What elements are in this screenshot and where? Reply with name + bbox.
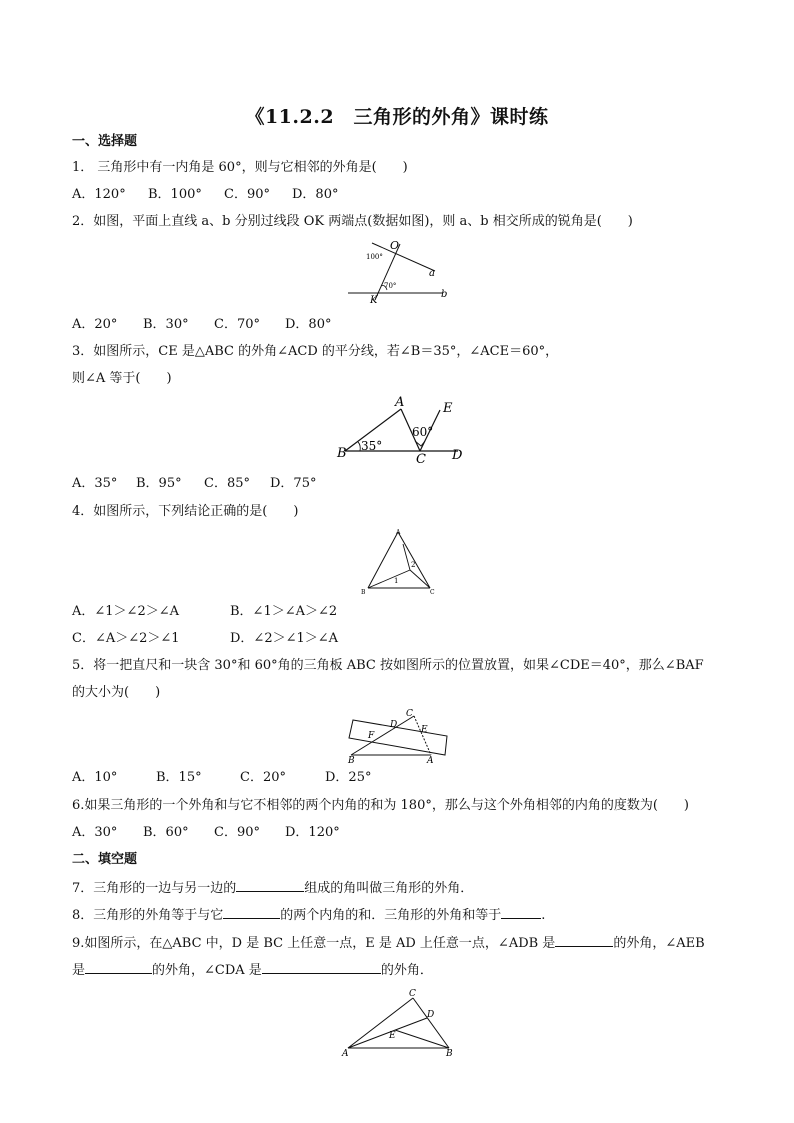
label-b: B [337,446,347,461]
question-1: 1． 三角形中有一内角是 60°，则与它相邻的外角是( ) [72,160,408,175]
question-3-options [72,475,316,493]
label-c: C [430,589,435,596]
option-c: C．20° [240,770,286,785]
figure-triangle-angles [358,526,440,598]
question-3-line-2: 则∠A 等于( ) [72,371,172,386]
figure-lines-ab [345,238,455,304]
question-5-options [72,769,371,787]
label-d: D [452,448,463,463]
label-e: E [443,401,453,416]
label-b: B [446,1049,453,1058]
angle-label-60: 60° [412,425,434,439]
label-e: E [421,725,428,735]
label-k: K [370,295,378,304]
label-a: A [395,395,405,410]
angle-label-100: 100° [366,253,383,261]
option-c: C．90° [224,187,270,202]
option-d: D．80° [285,317,332,332]
section-heading-choice: 一、选择题 [72,134,138,149]
question-6: 6.如果三角形的一个外角和与它不相邻的两个内角的和为 180°，那么与这个外角相邻的内角的度数为( ) [72,798,689,813]
option-d: D．120° [285,825,340,840]
question-5-line-2: 的大小为( ) [72,685,161,700]
question-7 [72,878,473,898]
option-b: B．∠1＞∠A＞∠2 [230,604,338,619]
figure-ruler-set-square [343,708,455,764]
option-d: D．80° [292,187,339,202]
question-7-text-after: 组成的角叫做三角形的外角． [304,881,474,896]
angle-label-1: 1 [394,577,399,585]
label-e: E [389,1031,396,1041]
question-9-text-3: 是 [72,963,86,978]
option-b: B．60° [143,825,189,840]
option-a: A．120° [72,187,126,202]
question-6-options [72,824,340,842]
question-9-line-2 [72,960,433,980]
question-4-options-row-2 [72,630,338,648]
question-9-text-2: 的外角，∠AEB [613,936,705,951]
page-title: 《11.2.2 三角形的外角》课时练 [245,106,549,128]
question-8 [72,905,545,925]
option-a: A．10° [72,770,118,785]
label-b: b [441,289,448,300]
option-c: C．∠A＞∠2＞∠1 [72,631,180,646]
option-b: B．30° [143,317,189,332]
question-1-options [72,186,338,204]
label-c: C [416,452,426,464]
option-a: A．∠1＞∠2＞∠A [72,604,179,619]
question-9-text-1: 9.如图所示，在△ABC 中，D 是 BC 上任意一点，E 是 AD 上任意一点，∠ADB 是 [72,936,556,951]
answer-blank[interactable] [85,960,152,974]
label-a: A [396,529,401,536]
question-8-text-before: 8．三角形的外角等于与它 [72,908,224,923]
option-d: D．75° [270,476,317,491]
answer-blank[interactable] [223,905,280,919]
figure-triangle-abc-ad [340,986,460,1058]
answer-blank[interactable] [501,905,541,919]
question-2-options [72,316,331,334]
answer-blank[interactable] [236,878,304,892]
question-3-line-1: 3．如图所示，CE 是△ABC 的外角∠ACD 的平分线，若∠B＝35°，∠ACE＝60°， [72,344,559,359]
section-heading-fill: 二、填空题 [72,852,138,867]
question-9-line-1 [72,933,705,953]
option-a: A．20° [72,317,118,332]
question-5-line-1: 5．将一把直尺和一块含 30°和 60°角的三角板 ABC 按如图所示的位置放置，如果∠CDE＝40°，那么∠BAF [72,658,704,673]
label-b: B [361,589,366,596]
question-8-text-middle: 的两个内角的和．三角形的外角和等于 [280,908,502,923]
option-b: B．15° [156,770,202,785]
question-8-text-after: . [541,908,546,923]
label-d: D [427,1010,435,1020]
option-d: D．25° [325,770,372,785]
option-c: C．90° [214,825,260,840]
option-a: A．35° [72,476,118,491]
angle-label-35: 35° [361,439,383,453]
label-c: C [406,709,413,719]
question-4: 4．如图所示，下列结论正确的是( ) [72,504,299,519]
figure-triangle-abc-exterior [336,394,468,464]
option-d: D．∠2＞∠1＞∠A [230,631,339,646]
question-2: 2．如图，平面上直线 a、b 分别过线段 OK 两端点(数据如图)，则 a、b 相交所成的锐角是( ) [72,214,633,229]
angle-label-70: 70° [384,282,397,290]
question-4-options-row-1 [72,603,337,621]
label-a: A [342,1049,349,1058]
label-d: D [390,720,398,730]
label-f: F [368,731,375,741]
option-b: B．100° [148,187,202,202]
angle-label-2: 2 [411,561,416,569]
question-9-text-4: 的外角，∠CDA 是 [152,963,262,978]
option-b: B．95° [136,476,182,491]
question-9-text-5: 的外角． [380,963,433,978]
label-a: A [427,756,434,764]
label-a: a [429,268,435,279]
option-c: C．85° [204,476,250,491]
option-c: C．70° [214,317,260,332]
label-b: B [348,756,355,764]
option-a: A．30° [72,825,118,840]
label-o: O [390,239,400,252]
question-7-text-before: 7．三角形的一边与另一边的 [72,881,237,896]
answer-blank[interactable] [555,933,613,947]
answer-blank[interactable] [262,960,381,974]
label-c: C [409,989,416,999]
